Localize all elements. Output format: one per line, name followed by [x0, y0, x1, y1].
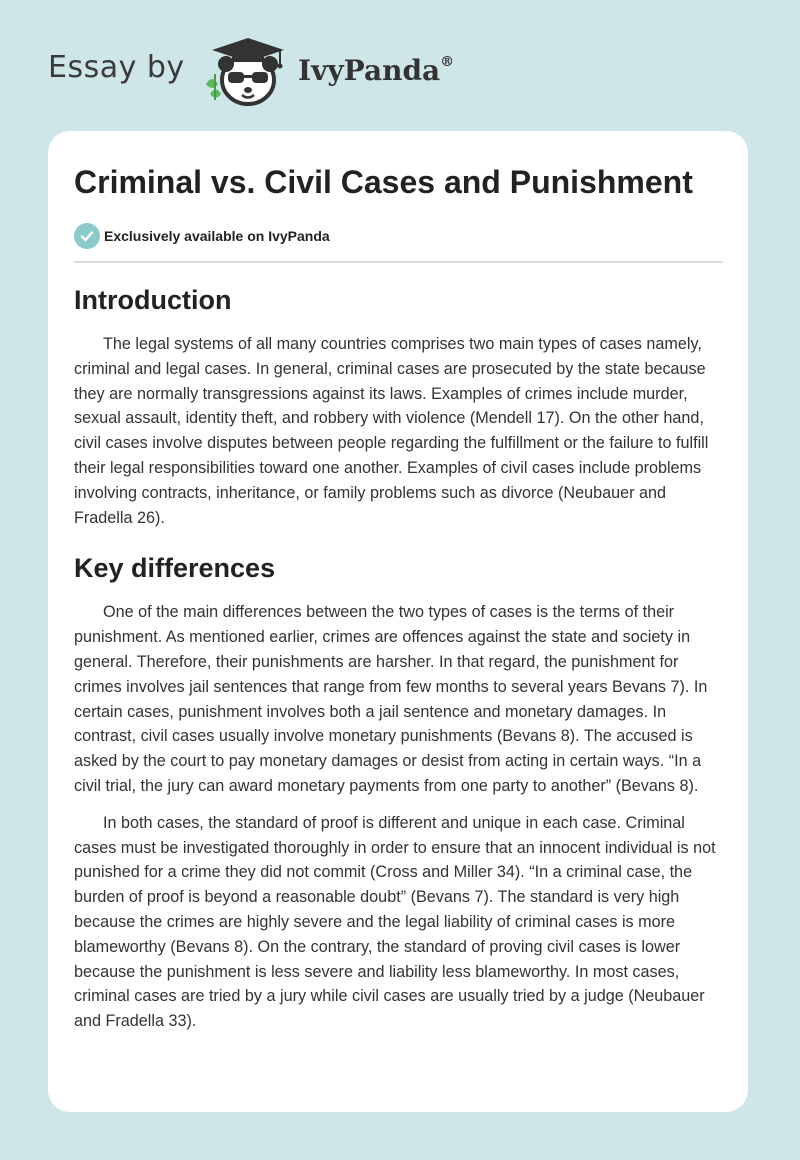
essay-body — [74, 281, 723, 1046]
essay-card — [48, 131, 748, 1112]
section-key-differences — [74, 553, 723, 1034]
brand-text: IvyPanda — [298, 54, 441, 87]
section-heading: Key differences — [74, 553, 276, 584]
exclusive-badge — [74, 223, 330, 249]
site-header — [0, 0, 800, 120]
exclusive-badge-text: Exclusively available on IvyPanda — [104, 228, 330, 244]
registered-mark: ® — [440, 53, 455, 70]
paragraph: In both cases, the standard of proof is different and unique in each case. Criminal cases must be investigated thoroughly in order to ensure that an innocent individual is not punished for a crime they did not commit (Cross and Miller 34). “In a criminal case, the burden of proof is beyond a reasonable doubt” (Bevans 7). The standard is very high because the crimes are highly severe and the legal liability of criminal cases is more blameworthy (Bevans 8). On the contrary, the standard of proving civil cases is lower because the punishment is less severe and liability less blameworthy. In most cases, criminal cases are tried by a jury while civil cases are usually tried by a judge (Neubauer and Fradella 33). — [74, 813, 716, 1031]
title-divider — [74, 261, 723, 263]
section-heading: Introduction — [74, 285, 232, 315]
brand-name[interactable] — [298, 54, 454, 87]
section-introduction — [74, 285, 723, 530]
paragraph: One of the main differences between the two types of cases is the terms of their punishment. As mentioned earlier, crimes are offences against the state and society in general. Therefore, their punishments are harsher. In that regard, the punishment for crimes involves jail sentences that range from few months to several years Bevans 7). In certain cases, punishment involves both a jail sentence and monetary damages. In contrast, civil cases usually involve monetary punishments (Bevans 8). The accused is asked by the court to pay monetary damages or desist from acting in certain ways. “In a civil trial, the jury can award monetary payments from one party to another” (Bevans 8). — [74, 603, 708, 795]
page-title: Criminal vs. Civil Cases and Punishment — [74, 164, 693, 200]
essay-by-label: Essay by — [48, 50, 185, 85]
panda-graduate-icon[interactable] — [200, 34, 296, 110]
paragraph: The legal systems of all many countries comprises two main types of cases namely, criminal and legal cases. In general, criminal cases are prosecuted by the state because they are normally transgressions against its laws. Examples of crimes include murder, sexual assault, identity theft, and robbery with violence (Mendell 17). On the other hand, civil cases involve disputes between people regarding the fulfillment or the failure to fulfill their legal responsibilities toward one another. Examples of civil cases include problems involving contracts, inheritance, or family problems such as divorce (Neubauer and Fradella 26). — [74, 335, 709, 527]
check-circle-icon — [74, 223, 100, 249]
